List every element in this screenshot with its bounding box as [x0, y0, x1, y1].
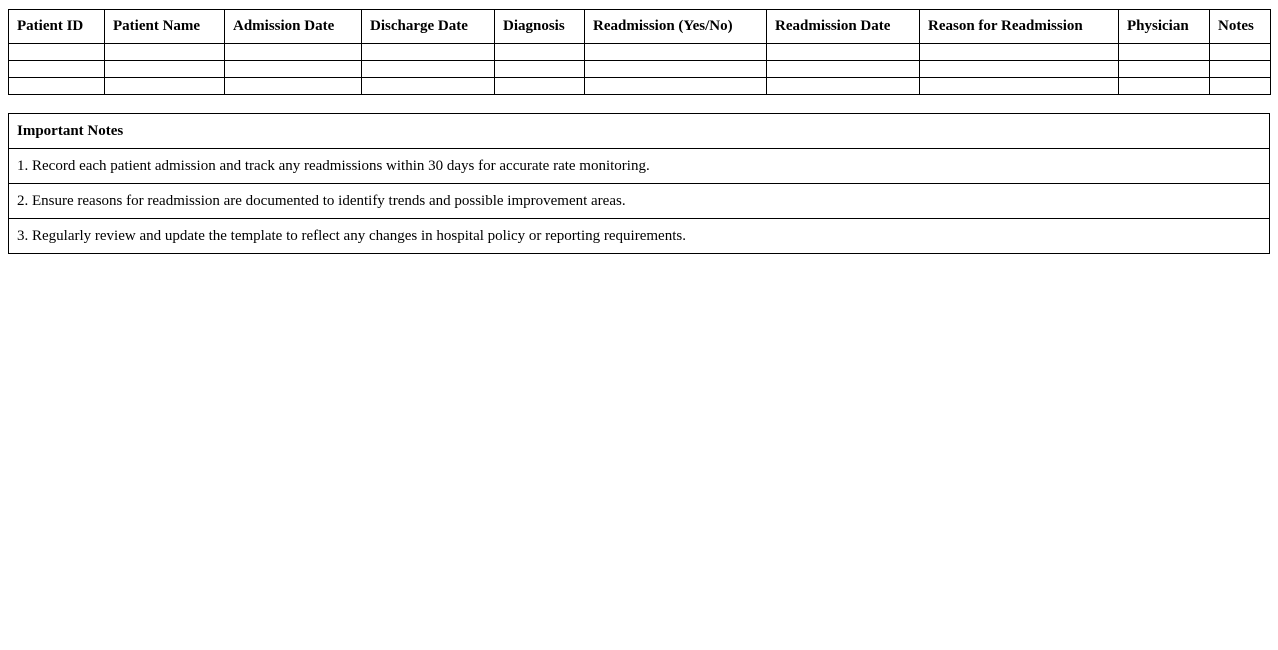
- table-cell[interactable]: [225, 44, 362, 61]
- column-header: Readmission Date: [767, 10, 920, 44]
- table-row: [9, 61, 1271, 78]
- table-cell[interactable]: [225, 61, 362, 78]
- note-item: 2. Ensure reasons for readmission are documented to identify trends and possible improvement areas.: [9, 184, 1270, 219]
- table-cell[interactable]: [1119, 44, 1210, 61]
- column-header: Readmission (Yes/No): [585, 10, 767, 44]
- table-row: [9, 44, 1271, 61]
- notes-title: Important Notes: [9, 114, 1270, 149]
- column-header: Patient ID: [9, 10, 105, 44]
- table-cell[interactable]: [585, 78, 767, 95]
- table-cell[interactable]: [585, 44, 767, 61]
- table-cell[interactable]: [1119, 61, 1210, 78]
- column-header: Discharge Date: [362, 10, 495, 44]
- table-cell[interactable]: [1210, 78, 1271, 95]
- table-cell[interactable]: [9, 61, 105, 78]
- table-cell[interactable]: [920, 44, 1119, 61]
- table-cell[interactable]: [495, 61, 585, 78]
- table-cell[interactable]: [767, 78, 920, 95]
- table-cell[interactable]: [105, 78, 225, 95]
- note-item: 3. Regularly review and update the template to reflect any changes in hospital policy or reporting requirements.: [9, 219, 1270, 254]
- table-cell[interactable]: [9, 44, 105, 61]
- column-header: Diagnosis: [495, 10, 585, 44]
- column-header: Reason for Readmission: [920, 10, 1119, 44]
- table-row: [9, 78, 1271, 95]
- table-cell[interactable]: [105, 61, 225, 78]
- table-cell[interactable]: [767, 61, 920, 78]
- table-cell[interactable]: [362, 44, 495, 61]
- readmission-tracking-table: [8, 9, 1271, 95]
- table-cell[interactable]: [767, 44, 920, 61]
- table-cell[interactable]: [495, 78, 585, 95]
- table-cell[interactable]: [585, 61, 767, 78]
- table-cell[interactable]: [105, 44, 225, 61]
- note-item: 1. Record each patient admission and track any readmissions within 30 days for accurate rate monitoring.: [9, 149, 1270, 184]
- table-cell[interactable]: [362, 61, 495, 78]
- table-cell[interactable]: [920, 78, 1119, 95]
- table-cell[interactable]: [1210, 44, 1271, 61]
- column-header: Admission Date: [225, 10, 362, 44]
- table-cell[interactable]: [1119, 78, 1210, 95]
- column-header: Patient Name: [105, 10, 225, 44]
- header-row: [9, 10, 1271, 44]
- table-cell[interactable]: [495, 44, 585, 61]
- table-cell[interactable]: [920, 61, 1119, 78]
- important-notes-table: [8, 113, 1270, 254]
- table-cell[interactable]: [225, 78, 362, 95]
- table-cell[interactable]: [1210, 61, 1271, 78]
- column-header: Physician: [1119, 10, 1210, 44]
- table-cell[interactable]: [9, 78, 105, 95]
- table-cell[interactable]: [362, 78, 495, 95]
- column-header: Notes: [1210, 10, 1271, 44]
